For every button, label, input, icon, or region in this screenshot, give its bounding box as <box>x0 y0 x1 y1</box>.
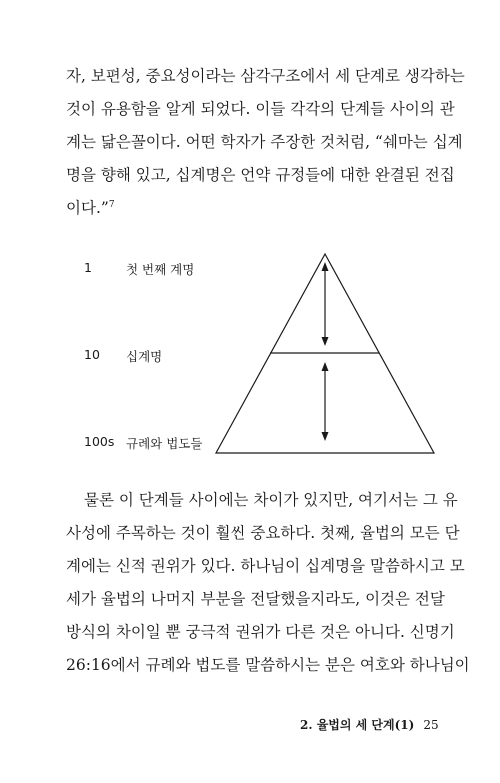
paragraph-line: 자, 보편성, 중요성이라는 삼각구조에서 세 단계로 생각하는 <box>66 67 465 85</box>
level-number: 100s <box>84 434 115 449</box>
paragraph-line: 세가 율법의 나머지 부분을 전달했을지라도, 이것은 전달 <box>66 590 445 608</box>
double-arrow-lower <box>322 362 329 441</box>
paragraph-line: 명을 향해 있고, 십계명은 언약 규정들에 대한 완결된 전집 <box>66 166 455 184</box>
paragraph-line: 방식의 차이일 뿐 궁극적 권위가 다른 것은 아니다. 신명기 <box>66 623 455 641</box>
paragraph-line: 26:16에서 규례와 법도를 말씀하시는 분은 여호와 하나님이 <box>66 656 470 674</box>
paragraph-line: 사성에 주목하는 것이 훨씬 중요하다. 첫째, 율법의 모든 단 <box>66 524 460 542</box>
paragraph-line: 계는 닮은꼴이다. 어떤 학자가 주장한 것처럼, “쉐마는 십계 <box>66 133 463 151</box>
level-number: 1 <box>84 260 92 275</box>
double-arrow-upper <box>322 262 329 346</box>
footnote-reference[interactable]: 7 <box>108 199 115 210</box>
paragraph-line: 물론 이 단계들 사이에는 차이가 있지만, 여기서는 그 유 <box>84 491 458 509</box>
level-number: 10 <box>84 347 100 362</box>
paragraph-2 <box>66 484 470 682</box>
chapter-title: 2. 율법의 세 단계(1) <box>300 718 415 732</box>
paragraph-line: 것이 유용함을 알게 되었다. 이들 각각의 단계들 사이의 관 <box>66 100 455 118</box>
page-number: 25 <box>423 718 439 732</box>
level-label: 첫 번째 계명 <box>126 262 195 277</box>
running-footer <box>300 716 439 733</box>
paragraph-line: 계에는 신적 권위가 있다. 하나님이 십계명을 말씀하시고 모 <box>66 557 465 575</box>
paragraph-line-text: 이다.” <box>66 199 109 217</box>
level-label: 십계명 <box>126 349 163 364</box>
level-label: 규례와 법도들 <box>126 436 203 451</box>
